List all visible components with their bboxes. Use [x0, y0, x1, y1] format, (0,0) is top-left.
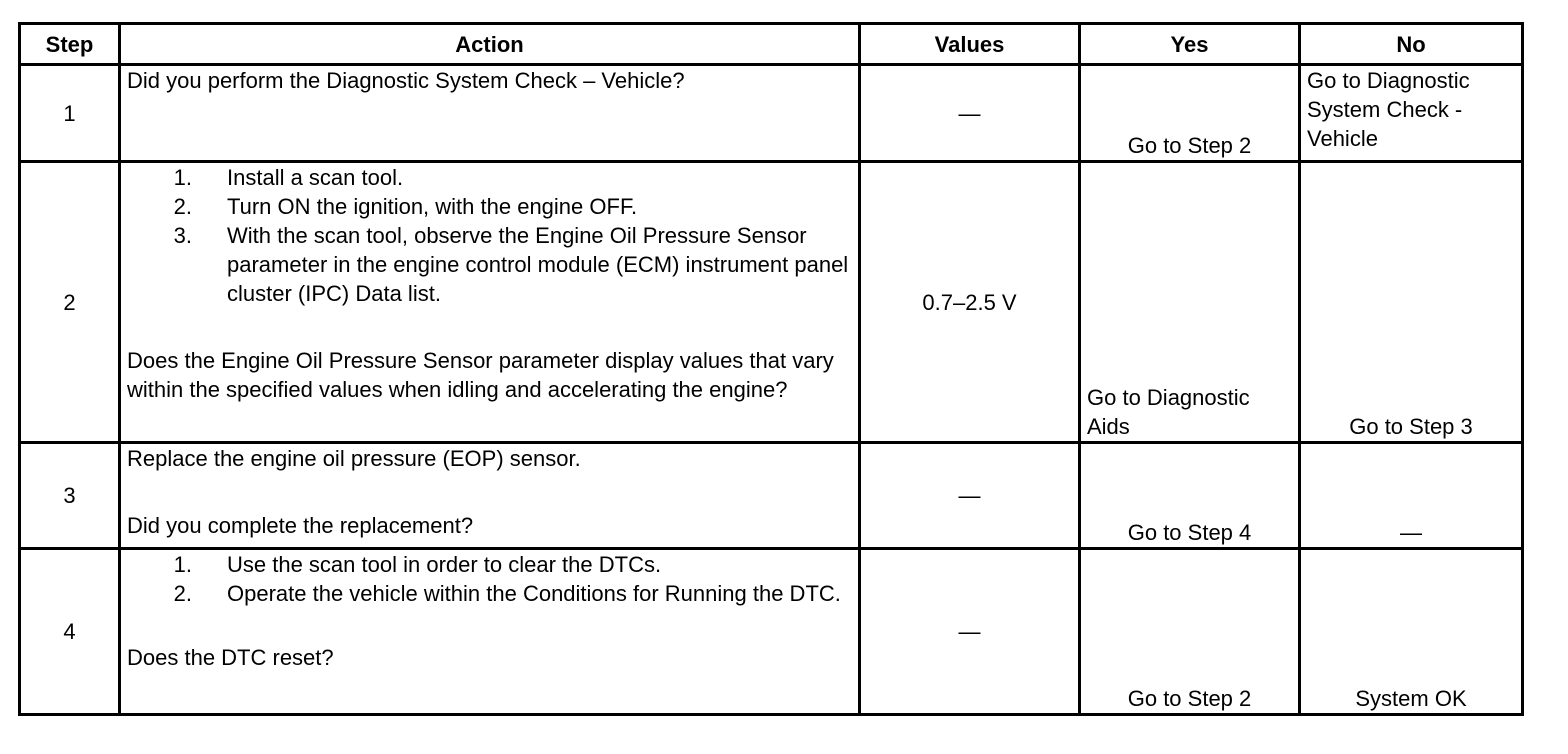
list-number: 2. — [173, 581, 192, 606]
list-number: 1. — [173, 552, 192, 577]
list-text: Install a scan tool. — [227, 165, 404, 190]
list-number: 1. — [173, 165, 192, 190]
action-text: Did you perform the Diagnostic System Check – Vehicle? — [127, 68, 685, 93]
table-row — [20, 443, 1523, 549]
list-text: With the scan tool, observe the Engine Oil Pressure Sensor parameter in the engine control module (ECM) instrument panel cluster (IPC) Data list. — [227, 223, 849, 306]
step-number: 3 — [20, 443, 120, 549]
header-step: Step — [20, 24, 120, 65]
list-text: Operate the vehicle within the Conditions for Running the DTC. — [227, 581, 841, 606]
list-number: 3. — [173, 223, 192, 248]
header-no: No — [1300, 24, 1523, 65]
list-text: Use the scan tool in order to clear the DTCs. — [227, 552, 662, 577]
yes-cell: Go to Diagnostic Aids — [1080, 162, 1300, 443]
action-list-item — [127, 550, 852, 579]
step-number: 4 — [20, 549, 120, 715]
table-row — [20, 549, 1523, 715]
yes-cell: Go to Step 2 — [1080, 65, 1300, 162]
action-question: Does the DTC reset? — [127, 645, 334, 670]
action-cell — [120, 65, 860, 162]
header-action: Action — [120, 24, 860, 65]
yes-cell: Go to Step 2 — [1080, 549, 1300, 715]
values-cell: — — [860, 65, 1080, 162]
action-cell — [120, 443, 860, 549]
no-cell: Go to Diagnostic System Check - Vehicle — [1300, 65, 1523, 162]
action-list-item — [127, 221, 852, 308]
values-cell: — — [860, 549, 1080, 715]
values-cell: — — [860, 443, 1080, 549]
step-number: 1 — [20, 65, 120, 162]
values-cell: 0.7–2.5 V — [860, 162, 1080, 443]
action-list-item — [127, 192, 852, 221]
action-list-item — [127, 579, 852, 608]
action-list-item — [127, 163, 852, 192]
action-question: Did you complete the replacement? — [127, 513, 474, 538]
step-number: 2 — [20, 162, 120, 443]
list-number: 2. — [173, 194, 192, 219]
yes-cell: Go to Step 4 — [1080, 443, 1300, 549]
action-text: Replace the engine oil pressure (EOP) sensor. — [127, 446, 581, 471]
table-row — [20, 162, 1523, 443]
header-yes: Yes — [1080, 24, 1300, 65]
no-cell: Go to Step 3 — [1300, 162, 1523, 443]
action-question: Does the Engine Oil Pressure Sensor parameter display values that vary within the specified values when idling and accelerating the engine? — [127, 348, 834, 402]
diagnostic-table — [18, 22, 1524, 716]
header-row — [20, 24, 1523, 65]
no-cell: System OK — [1300, 549, 1523, 715]
no-cell: — — [1300, 443, 1523, 549]
header-values: Values — [860, 24, 1080, 65]
list-text: Turn ON the ignition, with the engine OFF. — [227, 194, 638, 219]
table-row — [20, 65, 1523, 162]
action-cell — [120, 549, 860, 715]
action-cell — [120, 162, 860, 443]
